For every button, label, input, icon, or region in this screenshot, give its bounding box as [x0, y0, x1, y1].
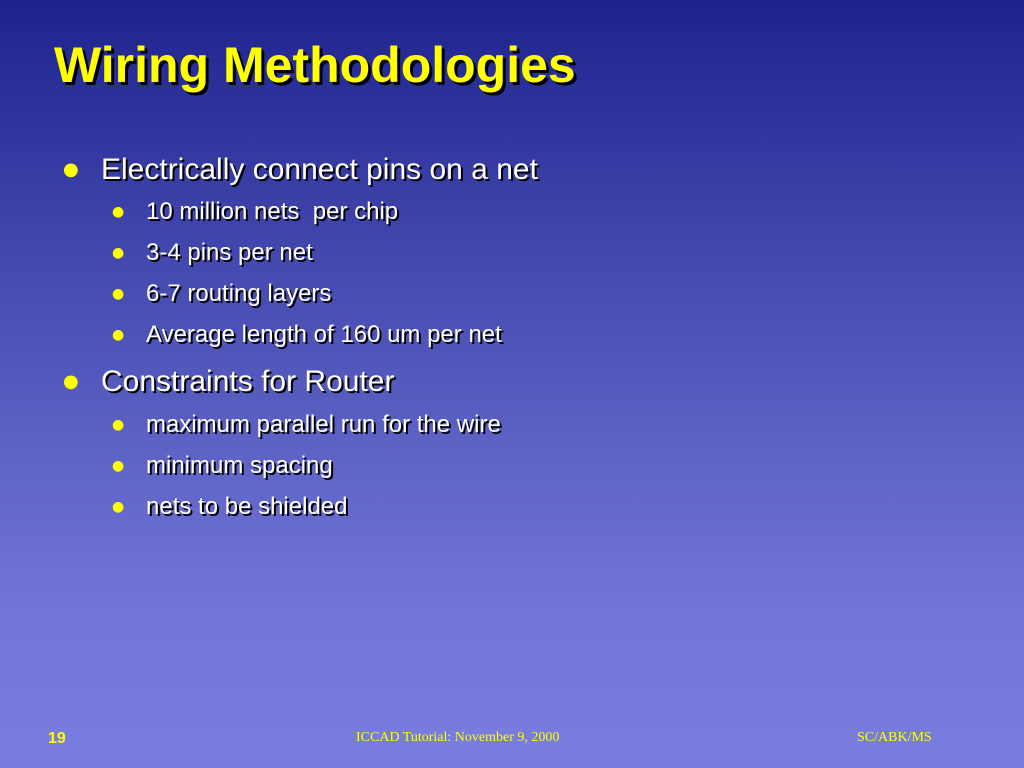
bullet-dot-icon: ● — [112, 417, 125, 433]
sub-bullet-text: Average length of 160 um per net — [146, 321, 502, 348]
sub-bullet-text: nets to be shielded — [146, 493, 348, 520]
sub-bullet-text: 10 million nets per chip — [146, 198, 399, 225]
bullet-dot-icon: ● — [63, 371, 79, 392]
bullet-item — [63, 152, 538, 188]
bullet-text: Electrically connect pins on a net — [101, 153, 538, 186]
bullet-dot-icon: ● — [112, 458, 125, 474]
sub-bullet-item — [112, 492, 348, 522]
sub-bullet-item — [112, 451, 333, 481]
bullet-dot-icon: ● — [63, 159, 79, 180]
sub-bullet-text: minimum spacing — [146, 452, 333, 479]
sub-bullet-item — [112, 279, 332, 309]
sub-bullet-item — [112, 320, 502, 350]
slide-title: Wiring Methodologies — [54, 37, 576, 93]
bullet-item — [63, 364, 395, 400]
sub-bullet-text: 6-7 routing layers — [146, 280, 332, 307]
footer-authors: SC/ABK/MS — [857, 730, 932, 745]
sub-bullet-item — [112, 410, 501, 440]
sub-bullet-text: maximum parallel run for the wire — [146, 411, 501, 438]
bullet-text: Constraints for Router — [101, 365, 395, 398]
footer-event-text: ICCAD Tutorial: November 9, 2000 — [356, 730, 560, 745]
bullet-dot-icon: ● — [112, 286, 125, 302]
sub-bullet-text: 3-4 pins per net — [146, 239, 313, 266]
bullet-dot-icon: ● — [112, 245, 125, 261]
bullet-dot-icon: ● — [112, 499, 125, 515]
sub-bullet-item — [112, 197, 399, 227]
page-number: 19 — [48, 730, 66, 747]
bullet-dot-icon: ● — [112, 327, 125, 343]
sub-bullet-item — [112, 238, 313, 268]
slide-footer — [0, 728, 1024, 768]
bullet-dot-icon: ● — [112, 204, 125, 220]
